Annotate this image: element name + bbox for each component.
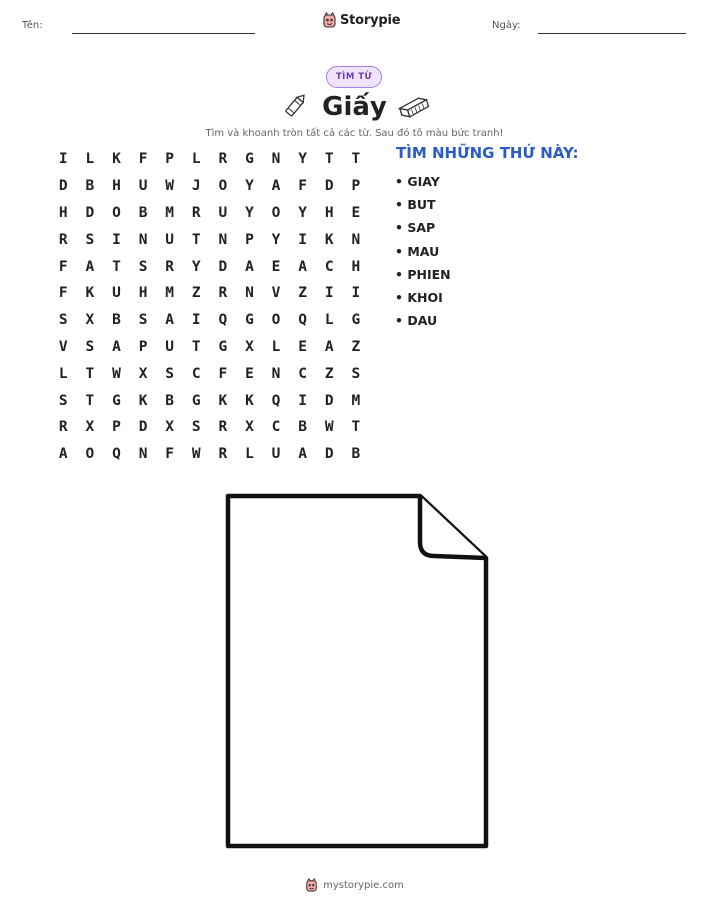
grid-letter: B — [351, 446, 361, 463]
grid-letter: T — [191, 338, 201, 355]
grid-letter: A — [324, 338, 334, 355]
grid-row — [50, 280, 369, 307]
grid-letter: T — [85, 365, 95, 382]
grid-letter: X — [85, 419, 95, 436]
grid-letter: J — [191, 178, 201, 195]
grid-letter: T — [85, 392, 95, 409]
grid-letter: B — [138, 204, 148, 221]
grid-letter: S — [58, 392, 68, 409]
grid-letter: U — [218, 204, 228, 221]
date-label: Ngày: — [492, 20, 521, 31]
grid-letter: M — [165, 204, 175, 221]
grid-row — [50, 253, 369, 280]
page-title: Giấy — [322, 92, 387, 122]
grid-letter: C — [271, 419, 281, 436]
grid-letter: D — [218, 258, 228, 275]
grid-letter: S — [165, 365, 175, 382]
storypie-logo-icon — [322, 12, 337, 29]
grid-letter: C — [191, 365, 201, 382]
grid-letter: N — [218, 231, 228, 248]
grid-letter: A — [298, 446, 307, 463]
name-label: Tên: — [22, 20, 43, 31]
grid-letter: W — [324, 419, 334, 436]
grid-letter: T — [112, 258, 121, 275]
grid-row — [50, 146, 369, 173]
grid-letter: O — [271, 204, 281, 221]
grid-letter: X — [165, 419, 175, 436]
grid-letter: Y — [245, 178, 254, 195]
grid-letter: I — [324, 285, 334, 302]
grid-letter: G — [245, 312, 254, 329]
grid-letter: G — [218, 338, 228, 355]
grid-letter: B — [112, 312, 121, 329]
grid-letter: L — [58, 365, 68, 382]
grid-letter: I — [298, 231, 307, 248]
grid-letter: O — [271, 312, 281, 329]
footer — [0, 878, 709, 893]
word-list-item: • SAP — [395, 220, 436, 236]
grid-letter: K — [138, 392, 148, 409]
grid-row — [50, 307, 369, 334]
grid-letter: Q — [218, 312, 228, 329]
brand-name: Storypie — [340, 13, 401, 28]
grid-letter: B — [165, 392, 175, 409]
grid-letter: C — [324, 258, 334, 275]
grid-letter: E — [298, 338, 307, 355]
word-list-item: • BUT — [395, 197, 436, 213]
grid-letter: S — [351, 365, 361, 382]
footer-site: mystorypie.com — [323, 880, 404, 891]
grid-letter: S — [58, 312, 68, 329]
grid-letter: M — [165, 285, 175, 302]
grid-letter: K — [324, 231, 334, 248]
grid-letter: L — [245, 446, 254, 463]
grid-letter: L — [271, 338, 281, 355]
grid-letter: O — [112, 204, 121, 221]
grid-letter: A — [58, 446, 68, 463]
grid-letter: W — [191, 446, 201, 463]
grid-letter: L — [324, 312, 334, 329]
grid-letter: U — [271, 446, 281, 463]
grid-letter: D — [138, 419, 148, 436]
grid-letter: A — [298, 258, 307, 275]
grid-letter: D — [58, 178, 68, 195]
grid-letter: Y — [298, 204, 307, 221]
grid-letter: N — [138, 446, 148, 463]
grid-letter: R — [191, 204, 201, 221]
grid-letter: X — [245, 419, 254, 436]
grid-letter: D — [324, 446, 334, 463]
grid-letter: H — [58, 204, 68, 221]
grid-letter: T — [324, 151, 334, 168]
grid-letter: Q — [271, 392, 281, 409]
grid-letter: I — [298, 392, 307, 409]
grid-letter: R — [58, 231, 68, 248]
word-list-item: • PHIEN — [395, 266, 451, 282]
grid-letter: R — [165, 258, 175, 275]
grid-letter: M — [351, 392, 361, 409]
grid-letter: T — [351, 151, 361, 168]
grid-letter: Q — [112, 446, 121, 463]
grid-letter: D — [324, 392, 334, 409]
grid-letter: T — [191, 231, 201, 248]
word-list — [395, 170, 451, 332]
grid-letter: I — [58, 151, 68, 168]
grid-letter: H — [351, 258, 361, 275]
grid-row — [50, 200, 369, 227]
grid-letter: R — [218, 285, 228, 302]
grid-letter: F — [58, 258, 68, 275]
grid-letter: P — [351, 178, 361, 195]
grid-letter: N — [245, 285, 254, 302]
grid-letter: Q — [298, 312, 307, 329]
word-list-title: TÌM NHỮNG THỨ NÀY: — [396, 144, 579, 162]
word-list-item: • KHOI — [395, 289, 443, 305]
name-line — [72, 33, 255, 34]
grid-letter: Z — [191, 285, 201, 302]
grid-letter: F — [58, 285, 68, 302]
grid-letter: S — [191, 419, 201, 436]
grid-letter: R — [58, 419, 68, 436]
grid-letter: G — [351, 312, 361, 329]
grid-letter: A — [85, 258, 95, 275]
date-line — [538, 33, 686, 34]
grid-row — [50, 173, 369, 200]
grid-letter: K — [112, 151, 121, 168]
grid-letter: A — [271, 178, 281, 195]
grid-letter: F — [298, 178, 307, 195]
grid-letter: Y — [245, 204, 254, 221]
word-list-item: • DAU — [395, 313, 438, 329]
grid-row — [50, 360, 369, 387]
grid-letter: G — [112, 392, 121, 409]
grid-letter: I — [191, 312, 201, 329]
word-list-item: • GIAY — [395, 174, 440, 189]
paper-illustration — [218, 490, 492, 854]
storypie-logo — [322, 12, 400, 29]
grid-row — [50, 387, 369, 414]
grid-letter: X — [245, 338, 254, 355]
grid-letter: S — [138, 258, 148, 275]
grid-letter: H — [112, 178, 121, 195]
grid-letter: W — [165, 178, 175, 195]
grid-letter: T — [351, 419, 361, 436]
grid-letter: O — [218, 178, 228, 195]
grid-letter: S — [85, 338, 95, 355]
grid-letter: E — [351, 204, 361, 221]
grid-letter: E — [245, 365, 254, 382]
letter-grid — [50, 146, 369, 468]
grid-row — [50, 441, 369, 468]
grid-letter: P — [112, 419, 121, 436]
grid-row — [50, 226, 369, 253]
grid-letter: E — [271, 258, 281, 275]
grid-letter: Z — [298, 285, 307, 302]
grid-letter: P — [138, 338, 148, 355]
grid-letter: Y — [271, 231, 281, 248]
grid-letter: N — [351, 231, 361, 248]
storypie-footer-icon — [305, 878, 318, 893]
grid-letter: H — [138, 285, 148, 302]
grid-letter: Y — [191, 258, 201, 275]
grid-letter: U — [112, 285, 121, 302]
grid-letter: N — [138, 231, 148, 248]
grid-letter: G — [191, 392, 201, 409]
grid-letter: N — [271, 151, 281, 168]
grid-letter: P — [245, 231, 254, 248]
grid-letter: R — [218, 446, 228, 463]
grid-letter: B — [85, 178, 95, 195]
grid-letter: F — [218, 365, 228, 382]
grid-letter: Z — [324, 365, 334, 382]
grid-letter: Y — [298, 151, 307, 168]
grid-letter: A — [112, 338, 121, 355]
grid-letter: X — [138, 365, 148, 382]
grid-letter: U — [138, 178, 148, 195]
grid-letter: N — [271, 365, 281, 382]
grid-letter: V — [58, 338, 68, 355]
grid-letter: F — [165, 446, 175, 463]
grid-letter: H — [324, 204, 334, 221]
grid-letter: A — [245, 258, 254, 275]
grid-letter: U — [165, 231, 175, 248]
word-search-badge: TÌM TỪ — [326, 66, 382, 88]
eraser-icon — [397, 94, 431, 120]
grid-letter: K — [85, 285, 95, 302]
grid-letter: C — [298, 365, 307, 382]
grid-row — [50, 414, 369, 441]
grid-letter: A — [165, 312, 175, 329]
grid-letter: G — [245, 151, 254, 168]
grid-letter: V — [271, 285, 281, 302]
grid-letter: S — [138, 312, 148, 329]
grid-letter: R — [218, 419, 228, 436]
grid-letter: Z — [351, 338, 361, 355]
grid-letter: F — [138, 151, 148, 168]
grid-letter: X — [85, 312, 95, 329]
grid-letter: D — [85, 204, 95, 221]
grid-letter: W — [112, 365, 121, 382]
grid-row — [50, 334, 369, 361]
word-list-item: • MAU — [395, 243, 440, 259]
grid-letter: D — [324, 178, 334, 195]
grid-letter: K — [218, 392, 228, 409]
grid-letter: L — [191, 151, 201, 168]
grid-letter: B — [298, 419, 307, 436]
grid-letter: R — [218, 151, 228, 168]
grid-letter: O — [85, 446, 95, 463]
grid-letter: P — [165, 151, 175, 168]
grid-letter: U — [165, 338, 175, 355]
grid-letter: K — [245, 392, 254, 409]
grid-letter: S — [85, 231, 95, 248]
grid-letter: I — [112, 231, 121, 248]
grid-letter: I — [351, 285, 361, 302]
grid-letter: L — [85, 151, 95, 168]
instructions: Tìm và khoanh tròn tất cả các từ. Sau đó tô màu bức tranh! — [205, 128, 504, 139]
